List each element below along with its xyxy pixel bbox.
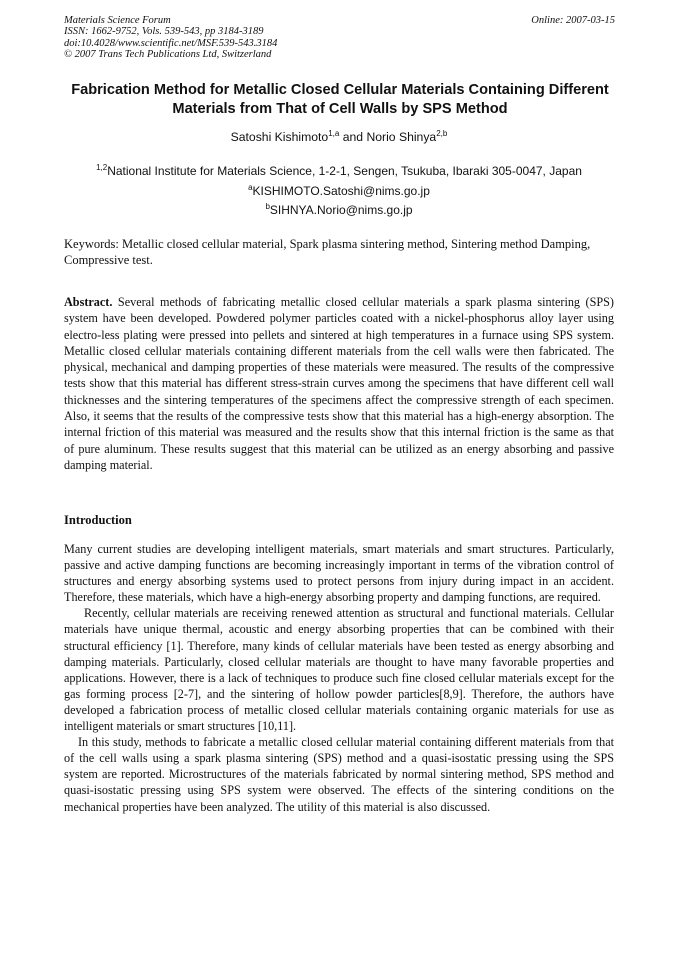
affiliation-line [64,160,614,180]
abstract [64,294,614,473]
introduction-body [64,541,614,815]
affiliation-block [64,160,614,219]
author-list [64,129,614,144]
copyright-line: © 2007 Trans Tech Publications Ltd, Switzerland [64,48,272,60]
author-name: Norio Shinya [366,130,437,145]
email-line [64,180,614,200]
author-superscript: 2,b [436,129,448,138]
email-address[interactable]: KISHIMOTO.Satoshi@nims.go.jp [252,183,430,198]
author-superscript: 1,a [328,129,340,138]
online-date: Online: 2007-03-15 [531,15,615,26]
paper-title: Fabrication Method for Metallic Closed Cellular Materials Containing Different Materials from That of Cell Walls by SPS Method [71,82,609,117]
abstract-label: Abstract. [64,295,113,309]
keywords: Keywords: Metallic closed cellular material, Spark plasma sintering method, Sintering method Damping, Compressive test. [64,237,591,268]
author-name: Satoshi Kishimoto [230,130,329,145]
paragraph: Many current studies are developing intelligent materials, smart materials and smart structures. Particularly, passive and active damping functions are becoming increasingly important in terms of the vibration control of structures and energy absorbing systems used to protect persons from injury during impact in an accident. Therefore, these materials, which have a high-energy absorbing property and damping functions, are required. [64,542,614,605]
author-conjunction: and [339,130,367,145]
journal-name: Materials Science Forum [64,15,171,26]
journal-metadata [64,15,277,60]
email-address[interactable]: SIHNYA.Norio@nims.go.jp [269,203,413,217]
section-heading-introduction: Introduction [64,513,132,527]
issn-line: ISSN: 1662-9752, Vols. 539-543, pp 3184-3189 [64,26,264,38]
doi-line: doi:10.4028/www.scientific.net/MSF.539-543.3184 [64,37,278,49]
affiliation-text: National Institute for Materials Science, 1-2-1, Sengen, Tsukuba, Ibaraki 305-0047, Japan [107,164,582,178]
paragraph: In this study, methods to fabricate a metallic closed cellular material containing different materials from that of the cell walls using a spark plasma sintering (SPS) method and a quasi-isostatic pressing using the SPS system are reported. Microstructures of the materials fabricated by normal sintering method, SPS method and quasi-isostatic pressing using SPS system were observed. The effects of the sintering conditions on the mechanical properties have been analyzed. The utility of this material is also discussed. [64,735,614,814]
email-line [64,199,614,219]
email-superscript: b [265,202,270,211]
affiliation-superscript: 1,2 [96,163,108,172]
email-superscript: a [248,182,253,192]
abstract-text: Several methods of fabricating metallic closed cellular materials a spark plasma sintering (SPS) system have been developed. Powdered polymer particles coated with a nickel-phosphorus alloy layer using electro-less plating were pressed into pellets and sintered at high temperatures in a furnace using SPS system. Metallic closed cellular materials containing different materials from the cell walls were then fabricated. The physical, mechanical and damping properties of these materials were measured. The results of the compressive tests show that this material has different stress-strain curves among the specimens that have different cell wall thicknesses and the sintering temperatures of the specimens affect the compressive strength of each specimen. Also, it seems that the results of the compressive tests show that this material has a high-energy absorption. The internal friction of this material was measured and the results show that this internal friction is the same as that of pure aluminum. These results suggest that this material can be utilized as an energy absorbing and passive damping material. [64,295,614,472]
paragraph: Recently, cellular materials are receiving renewed attention as structural and functional materials. Cellular materials have unique thermal, acoustic and energy absorbing properties that can be combined with their structural efficiency [1]. Therefore, many kinds of cellular materials have been tested as energy absorbing and damping materials. Particularly, closed cellular materials are thought to have many favorable properties and applications. However, there is a lack of techniques to produce such fine closed cellular materials except for the gas forming process [2-7], and the sintering of hollow powder particles[8,9]. Therefore, the authors have developed a fabrication process of metallic closed cellular materials containing organic materials for use as intelligent materials or smart structures [10,11]. [64,606,614,734]
